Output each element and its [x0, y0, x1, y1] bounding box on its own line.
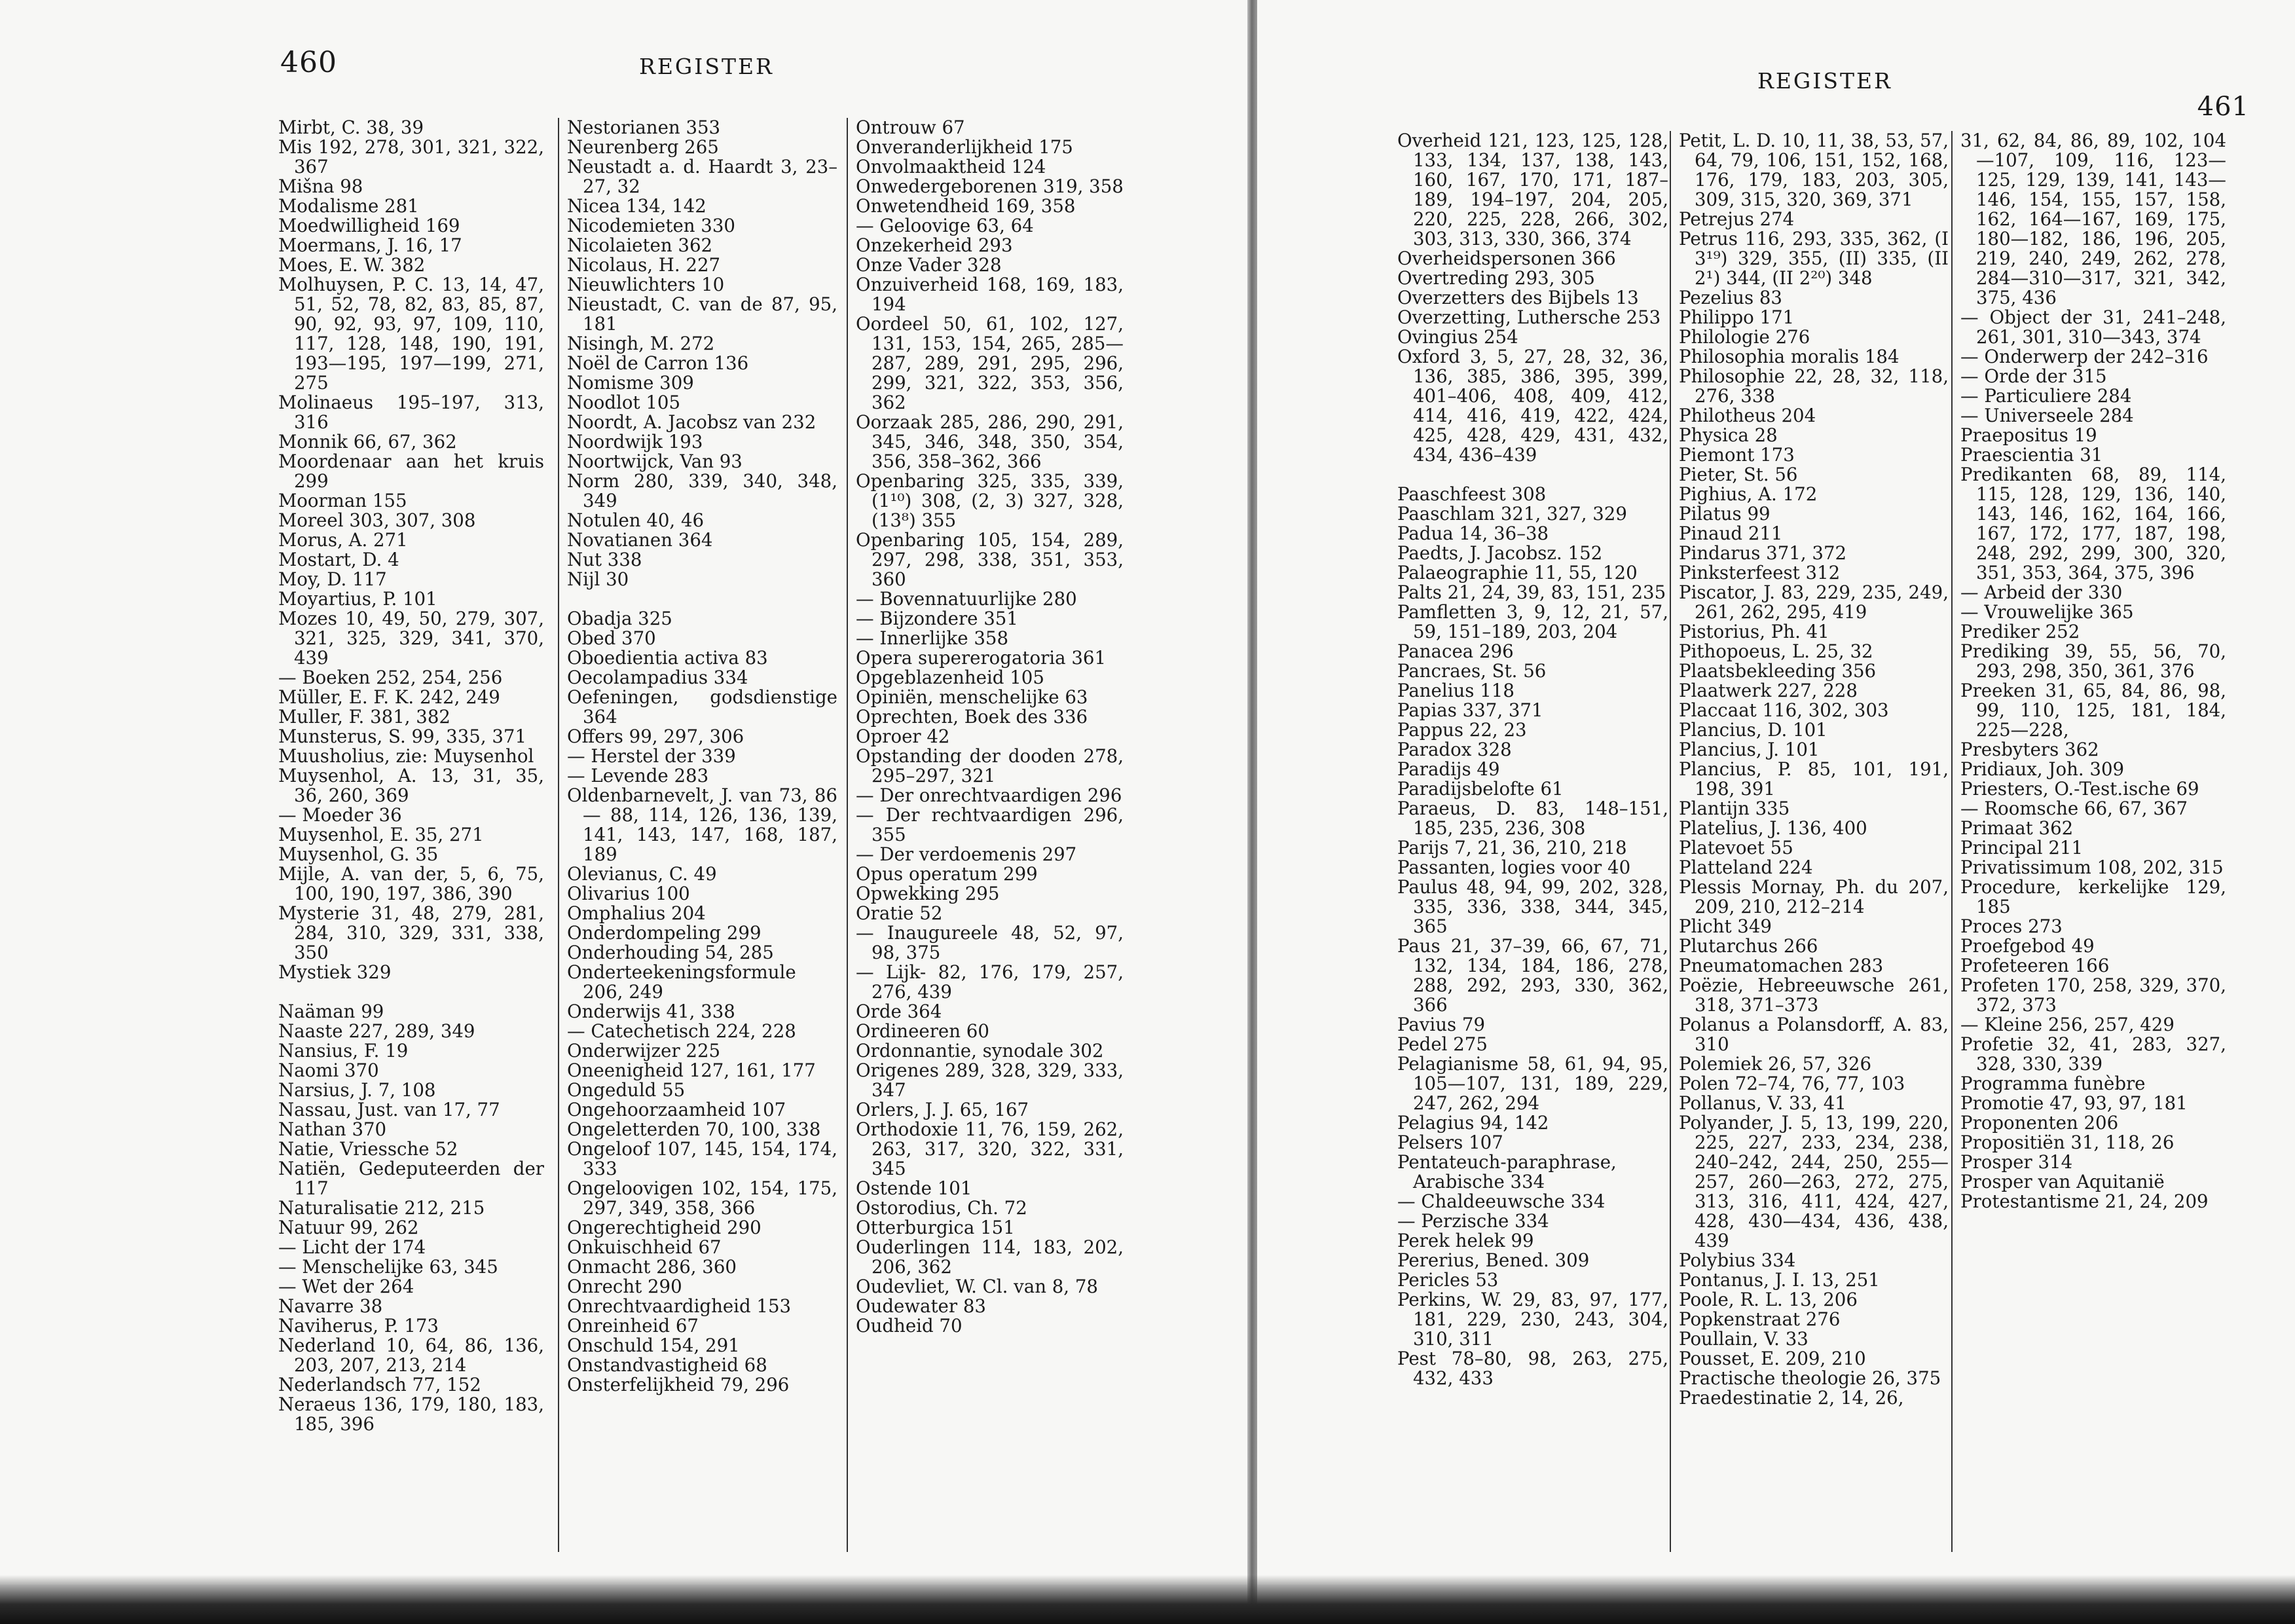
index-entry: Pererius, Bened. 309: [1397, 1249, 1590, 1271]
index-entry: Oorzaak 285, 286, 290, 291, 345, 346, 348, 350, 354, 356, 358–362, 366: [856, 411, 1124, 472]
index-entry: Passanten, logies voor 40: [1397, 857, 1631, 878]
index-entry: Prosper 314: [1960, 1151, 2073, 1173]
index-entry: Nut 338: [567, 549, 642, 570]
index-entry: Noordwijk 193: [567, 431, 703, 452]
index-entry: Practische theologie 26, 375: [1679, 1367, 1941, 1389]
index-entry: Protestantisme 21, 24, 209: [1960, 1190, 2209, 1212]
index-entry: Orlers, J. J. 65, 167: [856, 1099, 1029, 1120]
index-entry: Preeken 31, 65, 84, 86, 98, 99, 110, 125, 181, 184, 225—228,: [1960, 680, 2226, 741]
index-entry: Proponenten 206: [1960, 1112, 2119, 1134]
index-entry: — Vrouwelijke 365: [1960, 601, 2134, 623]
index-entry: Obed 370: [567, 627, 656, 649]
index-entry: Prediker 252: [1960, 621, 2080, 642]
index-entry: Petrejus 274: [1679, 208, 1795, 230]
index-entry: Orde 364: [856, 1001, 942, 1022]
index-column-2: [1670, 131, 1949, 1552]
index-entry: Popkenstraat 276: [1679, 1308, 1841, 1330]
index-entry: Nicea 134, 142: [567, 195, 707, 217]
index-entry: Poëzie, Hebreeuwsche 261, 318, 371–373: [1679, 974, 1949, 1016]
index-entry: Nicolaus, H. 227: [567, 254, 721, 276]
index-entry: Moermans, J. 16, 17: [278, 234, 462, 256]
scan-edge-shadow: [0, 1575, 2295, 1624]
index-entry: Presbyters 362: [1960, 739, 2099, 760]
index-entry: Plaatsbekleeding 356: [1679, 660, 1877, 682]
index-entry: Prediking 39, 55, 56, 70, 293, 298, 350, 361, 376: [1960, 640, 2226, 682]
index-entry: Olevianus, C. 49: [567, 863, 717, 885]
index-entry: Onstandvastigheid 68: [567, 1354, 767, 1376]
index-entry: Nestorianen 353: [567, 118, 721, 138]
index-entry: Naturalisatie 212, 215: [278, 1197, 485, 1219]
index-entry: Mostart, D. 4: [278, 549, 399, 570]
index-entry: Onzekerheid 293: [856, 234, 1013, 256]
index-entry: Pezelius 83: [1679, 287, 1782, 308]
index-entry: Onderwijzer 225: [567, 1040, 721, 1061]
index-entry: — Innerlijke 358: [856, 627, 1009, 649]
index-entry: — Der onrechtvaardigen 296: [856, 784, 1122, 806]
index-entry: Pedel 275: [1397, 1033, 1488, 1055]
index-entry: Pentateuch-paraphrase, Arabische 334: [1397, 1151, 1617, 1192]
index-entry: Natuur 99, 262: [278, 1217, 419, 1238]
index-entry: Mirbt, C. 38, 39: [278, 118, 424, 138]
index-entry: Ongeletterden 70, 100, 338: [567, 1118, 821, 1140]
index-entry: Oproer 42: [856, 726, 950, 747]
index-entry: Privatissimum 108, 202, 315: [1960, 857, 2224, 878]
index-entry: Promotie 47, 93, 97, 181: [1960, 1092, 2188, 1114]
index-entry: Neurenberg 265: [567, 136, 719, 158]
index-entry: Nicodemieten 330: [567, 215, 735, 236]
index-entry: Nieustadt, C. van de 87, 95, 181: [567, 293, 837, 335]
index-entry: Muusholius, zie: Muysenhol: [278, 745, 534, 767]
index-entry: Oldenbarnevelt, J. van 73, 86— 88, 114, 126, 136, 139, 141, 143, 147, 168, 187, 189: [567, 784, 837, 865]
index-entry: Pieter, St. 56: [1679, 464, 1798, 485]
index-entry: Origenes 289, 328, 329, 333, 347: [856, 1060, 1124, 1101]
index-entry: Onze Vader 328: [856, 254, 1002, 276]
index-entry: Platevoet 55: [1679, 837, 1793, 858]
index-entry: Obadja 325: [567, 608, 672, 629]
right-page: [1257, 0, 2295, 1585]
index-entry: — Kleine 256, 257, 429: [1960, 1014, 2175, 1035]
index-entry: Neraeus 136, 179, 180, 183, 185, 396: [278, 1393, 544, 1435]
index-entry: Procedure, kerkelijke 129, 185: [1960, 876, 2226, 917]
index-entry: Onderhouding 54, 285: [567, 942, 774, 963]
index-entry: Mystiek 329: [278, 961, 392, 983]
index-entry: Moyartius, P. 101: [278, 588, 437, 610]
index-entry: — Inaugureele 48, 52, 97, 98, 375: [856, 922, 1124, 963]
index-entry: Openbaring 325, 335, 339, (1¹⁰) 308, (2, 3) 327, 328, (13⁸) 355: [856, 470, 1124, 531]
index-entry: Onveranderlijkheid 175: [856, 136, 1073, 158]
index-entry: Nassau, Just. van 17, 77: [278, 1099, 500, 1120]
index-entry: Ongerechtigheid 290: [567, 1217, 762, 1238]
index-entry: Norm 280, 339, 340, 348, 349: [567, 470, 837, 511]
index-entry: Pontanus, J. I. 13, 251: [1679, 1269, 1880, 1291]
index-entry: — Menschelijke 63, 345: [278, 1256, 498, 1278]
index-entry: Molinaeus 195–197, 313, 316: [278, 392, 544, 433]
index-entry: Poole, R. L. 13, 206: [1679, 1289, 1858, 1310]
index-entry: Physica 28: [1679, 424, 1778, 446]
index-entry: Offers 99, 297, 306: [567, 726, 744, 747]
index-entry: Novatianen 364: [567, 529, 713, 551]
index-entry: Polemiek 26, 57, 326: [1679, 1053, 1872, 1075]
index-entry: — Universeele 284: [1960, 405, 2134, 426]
index-entry: Oefeningen, godsdienstige 364: [567, 686, 837, 728]
index-entry: Plicht 349: [1679, 915, 1772, 937]
index-entry: Moordenaar aan het kruis 299: [278, 451, 544, 492]
index-entry: Openbaring 105, 154, 289, 297, 298, 338, 351, 353, 360: [856, 529, 1124, 590]
index-entry: Paradox 328: [1397, 739, 1512, 760]
index-entry: Olivarius 100: [567, 883, 690, 904]
index-entry: — Chaldeeuwsche 334: [1397, 1190, 1606, 1212]
running-head: REGISTER: [639, 54, 774, 79]
index-entry: Naäman 99: [278, 1001, 384, 1022]
index-entry: Palts 21, 24, 39, 83, 151, 235: [1397, 581, 1666, 603]
page-number: 461: [2197, 92, 2249, 122]
index-entry: Opiniën, menschelijke 63: [856, 686, 1088, 708]
index-entry: Onsterfelijkheid 79, 296: [567, 1374, 790, 1395]
index-entry: Otterburgica 151: [856, 1217, 1015, 1238]
index-entry: Proces 273: [1960, 915, 2063, 937]
index-entry: Placcaat 116, 302, 303: [1679, 699, 1889, 721]
index-entry: Ontrouw 67: [856, 118, 965, 138]
index-entry: Plaatwerk 227, 228: [1679, 680, 1858, 701]
index-entry: — Levende 283: [567, 765, 709, 786]
index-entry: Platelius, J. 136, 400: [1679, 817, 1867, 839]
index-entry: Morus, A. 271: [278, 529, 408, 551]
index-entry: Overtreding 293, 305: [1397, 267, 1595, 289]
index-entry: Onzuiverheid 168, 169, 183, 194: [856, 274, 1124, 315]
index-entry: Profeteeren 166: [1960, 955, 2110, 976]
index-entry: — Boeken 252, 254, 256: [278, 667, 503, 688]
index-entry: Onderteekeningsformule 206, 249: [567, 961, 796, 1003]
index-entry: Overzetting, Luthersche 253: [1397, 306, 1661, 328]
index-entry: Opera supererogatoria 361: [856, 647, 1107, 669]
index-entry: Petrus 116, 293, 335, 362, (I 3¹⁹) 329, 355, (II) 335, (II 2¹) 344, (II 2²⁰) 348: [1679, 228, 1949, 289]
index-entry: Molhuysen, P. C. 13, 14, 47, 51, 52, 78, 82, 83, 85, 87, 90, 92, 93, 97, 109, 110, 117, 128, 148, 190, 191, 193—195, 197—199, 271, 275: [278, 274, 544, 394]
index-entry: — Lijk- 82, 176, 179, 257, 276, 439: [856, 961, 1124, 1003]
index-entry: Piscator, J. 83, 229, 235, 249, 261, 262, 295, 419: [1679, 581, 1949, 623]
index-entry: Muller, F. 381, 382: [278, 706, 450, 728]
index-entry: Ordonnantie, synodale 302: [856, 1040, 1104, 1061]
index-entry: Noodlot 105: [567, 392, 680, 413]
index-entry: — Geloovige 63, 64: [856, 215, 1034, 236]
index-entry: Mijle, A. van der, 5, 6, 75, 100, 190, 197, 386, 390: [278, 863, 544, 904]
index-entry: Priesters, O.-Test.ische 69: [1960, 778, 2199, 800]
index-entry: Platteland 224: [1679, 857, 1813, 878]
index-entry: Ongehoorzaamheid 107: [567, 1099, 786, 1120]
index-entry: Palaeographie 11, 55, 120: [1397, 562, 1638, 583]
index-entry: — Perzische 334: [1397, 1210, 1549, 1232]
index-entry: Overzetters des Bijbels 13: [1397, 287, 1639, 308]
index-entry: Philippo 171: [1679, 306, 1795, 328]
book-gutter: [1247, 0, 1257, 1624]
index-entry: Ostorodius, Ch. 72: [856, 1197, 1027, 1219]
index-entry: Nomisme 309: [567, 372, 694, 394]
index-entry: Mišna 98: [278, 175, 363, 197]
index-entry: Pistorius, Ph. 41: [1679, 621, 1829, 642]
index-entry: Predikanten 68, 89, 114, 115, 128, 129, 136, 140, 143, 146, 162, 164, 166, 167, 172, 177, 187, 198, 248, 292, 299, 300, 320, 351, 353, 364, 375, 396: [1960, 464, 2226, 583]
index-entry: Pighius, A. 172: [1679, 483, 1818, 505]
index-column-2: [558, 118, 837, 1552]
index-entry: Onvolmaaktheid 124: [856, 156, 1046, 177]
index-entry: Panelius 118: [1397, 680, 1515, 701]
index-entry: Ostende 101: [856, 1177, 972, 1199]
index-entry: Opwekking 295: [856, 883, 1000, 904]
index-entry: Opstanding der dooden 278, 295–297, 321: [856, 745, 1124, 786]
index-entry: Piemont 173: [1679, 444, 1795, 466]
index-entry: Muysenhol, E. 35, 271: [278, 824, 484, 845]
index-entry: Opus operatum 299: [856, 863, 1038, 885]
index-entry: Perkins, W. 29, 83, 97, 177, 181, 229, 230, 243, 304, 310, 311: [1397, 1289, 1668, 1350]
index-entry: Onwetendheid 169, 358: [856, 195, 1076, 217]
index-entry: — Moeder 36: [278, 804, 402, 826]
index-entry: Onrechtvaardigheid 153: [567, 1295, 792, 1317]
index-entry: Nieuwlichters 10: [567, 274, 725, 295]
index-entry: Pindarus 371, 372: [1679, 542, 1847, 564]
index-entry: Pavius 79: [1397, 1014, 1486, 1035]
index-entry: — Roomsche 66, 67, 367: [1960, 798, 2188, 819]
index-entry: Pelagius 94, 142: [1397, 1112, 1549, 1134]
index-entry: Perek helek 99: [1397, 1230, 1534, 1251]
index-entry: Narsius, J. 7, 108: [278, 1079, 436, 1101]
index-entry: 31, 62, 84, 86, 89, 102, 104—107, 109, 116, 123— 125, 129, 139, 141, 143—146, 154, 155, 157, 158, 162, 164—167, 169, 175, 180—182, 186, 196, 205, 219, 240, 249, 262, 278, 284—310—317, 321, 342, 375, 436: [1960, 131, 2226, 308]
index-entry: Onkuischheid 67: [567, 1236, 722, 1258]
index-entry: Pelagianisme 58, 61, 94, 95, 105—107, 131, 189, 229, 247, 262, 294: [1397, 1053, 1668, 1114]
index-entry: — Catechetisch 224, 228: [567, 1020, 796, 1042]
index-entry: Müller, E. F. K. 242, 249: [278, 686, 500, 708]
index-entry: — Bijzondere 351: [856, 608, 1018, 629]
index-entry: Nansius, F. 19: [278, 1040, 409, 1061]
index-entry: Philosophie 22, 28, 32, 118, 276, 338: [1679, 365, 1949, 407]
index-entry: Pridiaux, Joh. 309: [1960, 758, 2125, 780]
index-entry: Polanus a Polansdorff, A. 83, 310: [1679, 1014, 1949, 1055]
index-entry: Onwedergeborenen 319, 358: [856, 175, 1124, 197]
index-entry: Orthodoxie 11, 76, 159, 262, 263, 317, 320, 322, 331, 345: [856, 1118, 1124, 1179]
index-entry: Paedts, J. Jacobsz. 152: [1397, 542, 1603, 564]
index-entry: Plancius, P. 85, 101, 191, 198, 391: [1679, 758, 1949, 800]
index-entry: Papias 337, 371: [1397, 699, 1543, 721]
index-entry: — Der rechtvaardigen 296, 355: [856, 804, 1124, 845]
index-entry: — Onderwerp der 242–316: [1960, 346, 2209, 367]
index-entry: Plessis Mornay, Ph. du 207, 209, 210, 212–214: [1679, 876, 1949, 917]
index-entry: Pamfletten 3, 9, 12, 21, 57, 59, 151–189, 203, 204: [1397, 601, 1668, 642]
index-entry: Onrecht 290: [567, 1276, 682, 1297]
index-entry: Oxford 3, 5, 27, 28, 32, 36, 136, 385, 386, 395, 399, 401–406, 408, 409, 412, 414, 416, 419, 422, 424, 425, 428, 429, 431, 432, 434, 436–439: [1397, 346, 1668, 466]
index-entry: Plantijn 335: [1679, 798, 1790, 819]
index-column-1: [278, 118, 544, 1552]
index-entry: Pithopoeus, L. 25, 32: [1679, 640, 1873, 662]
index-entry: Prosper van Aquitanië: [1960, 1171, 2165, 1192]
index-entry: Plancius, J. 101: [1679, 739, 1820, 760]
index-entry: Oratie 52: [856, 902, 943, 924]
index-entry: Overheid 121, 123, 125, 128, 133, 134, 137, 138, 143, 160, 167, 170, 171, 187–189, 194–197, 204, 205, 220, 225, 228, 266, 302, 303, 313, 330, 366, 374: [1397, 131, 1668, 249]
index-entry: Padua 14, 36–38: [1397, 523, 1549, 544]
index-entry: Overheidspersonen 366: [1397, 248, 1616, 269]
index-entry: Notulen 40, 46: [567, 509, 705, 531]
index-entry: Onschuld 154, 291: [567, 1335, 740, 1356]
index-entry: Praepositus 19: [1960, 424, 2097, 446]
index-entry: Polybius 334: [1679, 1249, 1796, 1271]
index-entry: Naomi 370: [278, 1060, 379, 1081]
index-entry: Moy, D. 117: [278, 568, 387, 590]
index-entry: Paradijsbelofte 61: [1397, 778, 1564, 800]
index-entry: Oudewater 83: [856, 1295, 986, 1317]
index-entry: Polen 72–74, 76, 77, 103: [1679, 1073, 1905, 1094]
index-entry: Munsterus, S. 99, 335, 371: [278, 726, 527, 747]
index-entry: Paradijs 49: [1397, 758, 1500, 780]
index-entry: — Arbeid der 330: [1960, 581, 2123, 603]
index-entry: Oboedientia activa 83: [567, 647, 768, 669]
index-entry: Naaste 227, 289, 349: [278, 1020, 475, 1042]
index-entry: Nijl 30: [567, 568, 629, 590]
page-number: 460: [280, 46, 337, 79]
index-entry: — Wet der 264: [278, 1276, 414, 1297]
index-entry: Oordeel 50, 61, 102, 127, 131, 153, 154, 265, 285—287, 289, 291, 295, 296, 299, 321, 322, 353, 356, 362: [856, 313, 1124, 413]
index-entry: Parijs 7, 21, 36, 210, 218: [1397, 837, 1627, 858]
index-entry: Profetie 32, 41, 283, 327, 328, 330, 339: [1960, 1033, 2226, 1075]
index-entry: Natiën, Gedeputeerden der 117: [278, 1158, 544, 1199]
index-entry: Proefgebod 49: [1960, 935, 2095, 957]
index-entry: Philologie 276: [1679, 326, 1810, 348]
index-entry: Nathan 370: [278, 1118, 387, 1140]
index-entry: Philosophia moralis 184: [1679, 346, 1900, 367]
index-entry: Profeten 170, 258, 329, 370, 372, 373: [1960, 974, 2226, 1016]
index-entry: — Der verdoemenis 297: [856, 843, 1077, 865]
index-entry: Paaschfeest 308: [1397, 483, 1547, 505]
index-entry: Pousset, E. 209, 210: [1679, 1348, 1866, 1369]
index-entry: Moreel 303, 307, 308: [278, 509, 476, 531]
index-entry: Propositiën 31, 118, 26: [1960, 1132, 2175, 1153]
index-entry: Pinksterfeest 312: [1679, 562, 1841, 583]
index-entry: Noortwijck, Van 93: [567, 451, 743, 472]
index-entry: Mysterie 31, 48, 279, 281, 284, 310, 329, 331, 338, 350: [278, 902, 544, 963]
index-entry: Moedwilligheid 169: [278, 215, 460, 236]
index-entry: Opgeblazenheid 105: [856, 667, 1044, 688]
index-entry: Nicolaieten 362: [567, 234, 713, 256]
index-entry: Navarre 38: [278, 1295, 383, 1317]
index-entry: — Particuliere 284: [1960, 385, 2132, 407]
index-entry: Paaschlam 321, 327, 329: [1397, 503, 1627, 525]
running-head: REGISTER: [1757, 68, 1892, 94]
index-entry: Modalisme 281: [278, 195, 419, 217]
index-entry: Ordineeren 60: [856, 1020, 989, 1042]
index-entry: Ovingius 254: [1397, 326, 1518, 348]
index-entry: Pinaud 211: [1679, 523, 1783, 544]
index-entry: Monnik 66, 67, 362: [278, 431, 457, 452]
index-entry: Natie, Vriessche 52: [278, 1138, 458, 1160]
index-entry: Pappus 22, 23: [1397, 719, 1527, 741]
index-entry: Ouderlingen 114, 183, 202, 206, 362: [856, 1236, 1124, 1278]
index-entry: Paulus 48, 94, 99, 202, 328, 335, 336, 338, 344, 345, 365: [1397, 876, 1668, 937]
index-entry: Noordt, A. Jacobsz van 232: [567, 411, 817, 433]
index-entry: Poullain, V. 33: [1679, 1328, 1808, 1350]
index-entry: Oudheid 70: [856, 1315, 963, 1337]
index-entry: — Bovennatuurlijke 280: [856, 588, 1077, 610]
index-entry: Nederland 10, 64, 86, 136, 203, 207, 213, 214: [278, 1335, 544, 1376]
index-entry: Nisingh, M. 272: [567, 333, 715, 354]
index-entry: Naviherus, P. 173: [278, 1315, 439, 1337]
index-entry: Omphalius 204: [567, 902, 706, 924]
index-entry: Programma funèbre: [1960, 1073, 2146, 1094]
index-entry: Onderwijs 41, 338: [567, 1001, 735, 1022]
index-entry: Principal 211: [1960, 837, 2084, 858]
index-entry: Pollanus, V. 33, 41: [1679, 1092, 1846, 1114]
index-entry: Noël de Carron 136: [567, 352, 749, 374]
index-entry: Pericles 53: [1397, 1269, 1499, 1291]
index-entry: Muysenhol, G. 35: [278, 843, 439, 865]
index-entry: Pneumatomachen 283: [1679, 955, 1884, 976]
index-entry: Oudevliet, W. Cl. van 8, 78: [856, 1276, 1098, 1297]
index-entry: Philotheus 204: [1679, 405, 1816, 426]
index-entry: Pelsers 107: [1397, 1132, 1503, 1153]
index-entry: Pancraes, St. 56: [1397, 660, 1547, 682]
index-entry: Polyander, J. 5, 13, 199, 220, 225, 227, 233, 234, 238, 240–242, 244, 250, 255—257, 260—263, 272, 275, 313, 316, 411, 424, 427, 428, 430—434, 436, 438, 439: [1679, 1112, 1949, 1251]
index-column-3: [847, 118, 1124, 1552]
index-entry: Pest 78–80, 98, 263, 275, 432, 433: [1397, 1348, 1668, 1389]
index-entry: Ongeloof 107, 145, 154, 174, 333: [567, 1138, 837, 1179]
index-entry: Nederlandsch 77, 152: [278, 1374, 481, 1395]
index-entry: Primaat 362: [1960, 817, 2074, 839]
index-entry: Pilatus 99: [1679, 503, 1771, 525]
index-entry: Onreinheid 67: [567, 1315, 699, 1337]
index-entry: — Object der 31, 241–248, 261, 301, 310—343, 374: [1960, 306, 2226, 348]
index-entry: Plancius, D. 101: [1679, 719, 1827, 741]
index-entry: Plutarchus 266: [1679, 935, 1818, 957]
index-entry: Petit, L. D. 10, 11, 38, 53, 57, 64, 79, 106, 151, 152, 168, 176, 179, 183, 203, 305, 309, 315, 320, 369, 371: [1679, 131, 1949, 210]
index-entry: — Orde der 315: [1960, 365, 2107, 387]
index-entry: Onderdompeling 299: [567, 922, 762, 944]
index-entry: Praescientia 31: [1960, 444, 2103, 466]
index-entry: Oneenigheid 127, 161, 177: [567, 1060, 816, 1081]
index-entry: Muysenhol, A. 13, 31, 35, 36, 260, 369: [278, 765, 544, 806]
index-entry: Paraeus, D. 83, 148–151, 185, 235, 236, 308: [1397, 798, 1668, 839]
index-entry: — Herstel der 339: [567, 745, 736, 767]
index-column-1: [1397, 131, 1668, 1552]
index-entry: Praedestinatie 2, 14, 26,: [1679, 1387, 1904, 1409]
index-entry: Mis 192, 278, 301, 321, 322, 367: [278, 136, 544, 177]
index-entry: Ongeloovigen 102, 154, 175, 297, 349, 358, 366: [567, 1177, 837, 1219]
index-entry: Paus 21, 37–39, 66, 67, 71, 132, 134, 184, 186, 278, 288, 292, 293, 330, 362, 366: [1397, 935, 1668, 1016]
index-entry: — Licht der 174: [278, 1236, 426, 1258]
index-entry: Moes, E. W. 382: [278, 254, 426, 276]
index-entry: Ongeduld 55: [567, 1079, 686, 1101]
index-entry: Onmacht 286, 360: [567, 1256, 737, 1278]
index-entry: Panacea 296: [1397, 640, 1514, 662]
index-entry: Oprechten, Boek des 336: [856, 706, 1088, 728]
index-entry: Moorman 155: [278, 490, 407, 511]
index-column-3: [1951, 131, 2226, 1552]
index-entry: Neustadt a. d. Haardt 3, 23–27, 32: [567, 156, 837, 197]
index-entry: Oecolampadius 334: [567, 667, 748, 688]
index-entry: Mozes 10, 49, 50, 279, 307, 321, 325, 329, 341, 370, 439: [278, 608, 544, 669]
